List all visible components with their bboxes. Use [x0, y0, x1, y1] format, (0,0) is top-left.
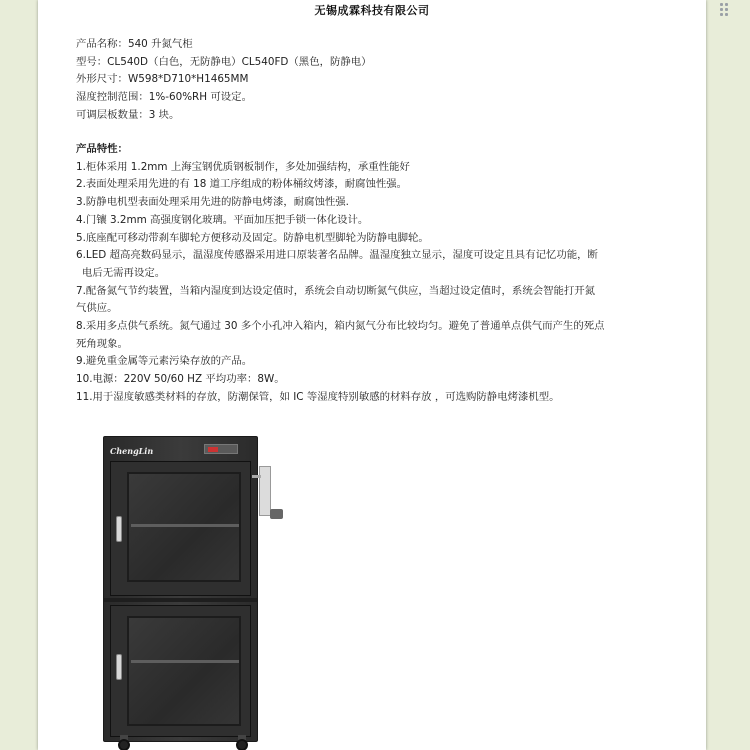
- cabinet-body: [103, 436, 258, 742]
- drag-handle-right[interactable]: [720, 3, 728, 15]
- humidity-range: 湿度控制范围：1%-60%RH 可设定。: [76, 91, 252, 104]
- product-image: [98, 432, 338, 750]
- feature-item: 7.配备氮气节约装置，当箱内湿度到达设定值时，系统会自动切断氮气供应，当超过设定值时，系统会智能打开氮: [76, 284, 596, 297]
- feature-item: 10.电源：220V 50/60 HZ 平均功率：8W。: [76, 373, 285, 386]
- feature-item: 8.采用多点供气系统。氮气通过 30 多个小孔冲入箱内，箱内氮气分布比较均匀。避免了普通单点供气而产生的死点: [76, 320, 605, 333]
- model-number: 型号：CL540D（白色，无防静电）CL540FD（黑色，防静电）: [76, 55, 372, 68]
- caster-wheel: [236, 739, 248, 750]
- basic-info: [76, 36, 372, 125]
- shelf-count: 可调层板数量：3 块。: [76, 108, 180, 121]
- feature-item: 6.LED 超高亮数码显示，温湿度传感器采用进口原装著名品牌。温湿度独立显示，湿度可设定且具有记忆功能，断: [76, 249, 598, 262]
- cabinet-brand-logo: ChengLin: [110, 446, 154, 456]
- lower-door: [110, 605, 251, 737]
- dimensions: 外形尺寸：W598*D710*H1465MM: [76, 73, 249, 86]
- door-divider: [104, 598, 257, 602]
- lower-glass: [127, 616, 241, 726]
- door-handle: [116, 654, 122, 680]
- caster-wheel: [118, 739, 130, 750]
- feature-item: 4.门镶 3.2mm 高强度钢化玻璃。平面加压把手锁一体化设计。: [76, 213, 369, 226]
- shelf: [131, 660, 239, 663]
- feature-item: 5.底座配可移动带刹车脚轮方便移动及固定。防静电机型脚轮为防静电脚轮。: [76, 231, 429, 244]
- upper-door: [110, 461, 251, 596]
- feature-item: 11.用于湿度敏感类材料的存放，防潮保管，如 IC 等湿度特别敏感的材料存放 ，可选购防静电烤漆机型。: [76, 390, 560, 403]
- feature-item-continuation: 电后无需再设定。: [82, 266, 166, 279]
- feature-item-continuation: 气供应。: [76, 302, 118, 315]
- feature-item: 9.避免重金属等元素污染存放的产品。: [76, 355, 253, 368]
- features-heading: 产品特性：: [76, 143, 128, 155]
- feature-item: 2.表面处理采用先进的有 18 道工序组成的粉体桶纹烤漆，耐腐蚀性强。: [76, 178, 408, 191]
- led-display: [204, 444, 238, 454]
- nitrogen-flowmeter: [259, 466, 271, 516]
- document-page: [38, 0, 706, 750]
- company-title: 无锡成霖科技有限公司: [314, 4, 430, 17]
- feature-item-continuation: 死角现象。: [76, 337, 128, 350]
- feature-item: 3.防静电机型表面处理采用先进的防静电烤漆，耐腐蚀性强.: [76, 196, 349, 209]
- feature-item: 1.柜体采用 1.2mm 上海宝钢优质钢板制作，多处加强结构，承重性能好: [76, 160, 410, 173]
- features-section: [76, 141, 676, 407]
- door-handle: [116, 516, 122, 542]
- product-name: 产品名称：540 升氮气柜: [76, 38, 193, 50]
- upper-glass: [127, 472, 241, 582]
- shelf: [131, 524, 239, 527]
